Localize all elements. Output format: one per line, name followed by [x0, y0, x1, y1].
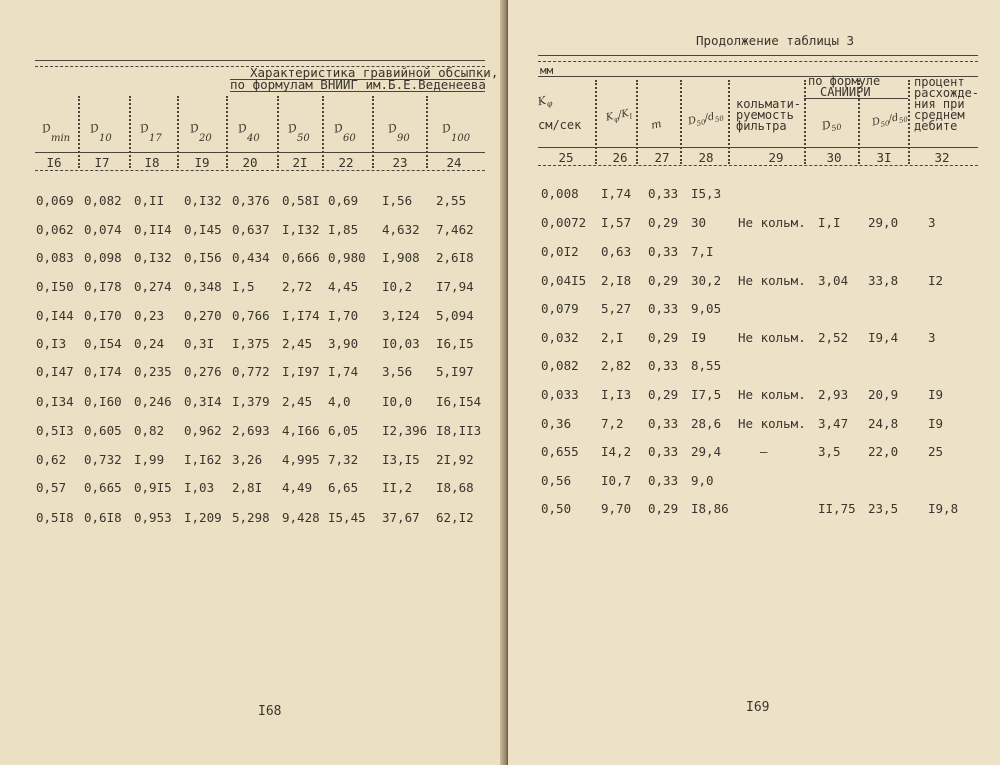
column-separator	[322, 96, 324, 168]
table-cell: I,209	[184, 510, 222, 525]
table-cell: I9	[691, 330, 707, 345]
column-number: 30	[826, 150, 842, 165]
table-cell: 3	[928, 330, 936, 345]
table-cell: 2,I8	[601, 273, 632, 288]
header-underline2	[230, 91, 485, 92]
table-cell: 3,I24	[382, 308, 420, 323]
table-cell: 2,55	[436, 193, 467, 208]
table-cell: 2,82	[601, 358, 632, 373]
table-cell: 23,5	[868, 501, 899, 516]
table-cell: 0,033	[541, 387, 579, 402]
table-cell: 0,33	[648, 444, 679, 459]
table-cell: I,56	[382, 193, 413, 208]
table-cell: 2,45	[282, 394, 313, 409]
table-cell: 0,0I2	[541, 244, 579, 259]
column-symbol-subscript: 40	[247, 133, 260, 144]
table-cell: Не кольм.	[738, 330, 806, 345]
column-number: I6	[46, 155, 62, 170]
column-number: 23	[392, 155, 408, 170]
table-cell: –	[760, 444, 768, 459]
table-cell: 0,5I3	[36, 423, 74, 438]
table-cell: 5,I97	[436, 364, 474, 379]
table-cell: 0,33	[648, 244, 679, 259]
table-cell: 3,56	[382, 364, 413, 379]
table-cell: 4,0	[328, 394, 351, 409]
table-cell: 0,I50	[36, 279, 74, 294]
table-cell: 0,0072	[541, 215, 587, 230]
percent-label-1: процент	[914, 75, 965, 89]
table-cell: 3,5	[818, 444, 841, 459]
unit-rule	[538, 76, 978, 77]
table-cell: 30	[691, 215, 707, 230]
table-cell: 0,3I4	[184, 394, 222, 409]
table-cell: 0,082	[541, 358, 579, 373]
table-cell: I9,4	[868, 330, 899, 345]
saniiri-underline	[804, 98, 908, 99]
table-cell: I,03	[184, 480, 215, 495]
table-cell: I5,45	[328, 510, 366, 525]
table-cell: I0,03	[382, 336, 420, 351]
table-cell: I7,94	[436, 279, 474, 294]
table-cell: 0,655	[541, 444, 579, 459]
table-header-line1: Характеристика гравийной обсыпки,	[250, 65, 499, 80]
colnum-bottom-rule	[538, 165, 978, 166]
column-symbol-subscript: 100	[451, 133, 471, 144]
column-number: I8	[144, 155, 160, 170]
table-cell: 0,062	[36, 222, 74, 237]
table-cell: 0,I44	[36, 308, 74, 323]
colnum-bottom-rule	[35, 170, 485, 171]
column-symbol: D	[40, 121, 53, 136]
column-number: 25	[558, 150, 574, 165]
table-cell: 0,270	[184, 308, 222, 323]
column-symbol: D	[286, 121, 299, 136]
table-cell: I0,7	[601, 473, 632, 488]
table-cell: 0,I60	[84, 394, 122, 409]
d-ratio-symbol-2: $D_{50}/d_{50}$	[871, 112, 909, 129]
table-cell: 5,298	[232, 510, 270, 525]
column-separator	[277, 96, 279, 168]
table-cell: 5,27	[601, 301, 632, 316]
column-number: 27	[654, 150, 670, 165]
table-cell: 20,9	[868, 387, 899, 402]
table-cell: II,75	[818, 501, 856, 516]
symbols-bottom-rule	[538, 147, 978, 148]
table-cell: 6,05	[328, 423, 359, 438]
colmat-label-1: кольмати-	[736, 97, 802, 111]
table-cell: II,2	[382, 480, 413, 495]
table-cell: 0,I56	[184, 250, 222, 265]
table-cell: 0,079	[541, 301, 579, 316]
table-cell: 24,8	[868, 416, 899, 431]
table-cell: 33,8	[868, 273, 899, 288]
table-cell: 62,I2	[436, 510, 474, 525]
column-separator	[177, 96, 179, 168]
table-caption: Продолжение таблицы 3	[696, 33, 855, 48]
table-cell: Не кольм.	[738, 273, 806, 288]
table-cell: 0,29	[648, 387, 679, 402]
column-symbol: D	[138, 121, 151, 136]
table-cell: 0,33	[648, 301, 679, 316]
table-cell: 0,637	[232, 222, 270, 237]
table-header-line2: по формулам ВНИИГ им.Б.Е.Веденеева	[230, 77, 486, 92]
table-cell: I,I32	[282, 222, 320, 237]
table-cell: 0,58I	[282, 193, 320, 208]
table-cell: 0,434	[232, 250, 270, 265]
column-separator	[908, 80, 910, 164]
table-cell: 0,069	[36, 193, 74, 208]
table-cell: 0,29	[648, 215, 679, 230]
table-cell: 2,693	[232, 423, 270, 438]
table-cell: 0,I78	[84, 279, 122, 294]
top-rule	[538, 55, 978, 56]
table-cell: 0,I3	[36, 336, 67, 351]
column-separator	[804, 80, 806, 164]
page-number-left: I68	[258, 704, 282, 719]
table-cell: 37,67	[382, 510, 420, 525]
table-cell: 0,24	[134, 336, 165, 351]
table-cell: 8,55	[691, 358, 722, 373]
column-separator	[129, 96, 131, 168]
table-cell: 0,276	[184, 364, 222, 379]
table-cell: 0,953	[134, 510, 172, 525]
table-cell: I,I97	[282, 364, 320, 379]
table-cell: 0,246	[134, 394, 172, 409]
saniiri-label-1: по формуле	[808, 74, 881, 88]
table-cell: I8,II3	[436, 423, 482, 438]
table-cell: 0,I32	[184, 193, 222, 208]
table-cell: I,85	[328, 222, 359, 237]
table-cell: 9,0	[691, 473, 714, 488]
table-cell: 2,6I8	[436, 250, 474, 265]
header-underline1	[230, 79, 485, 80]
table-cell: 3,90	[328, 336, 359, 351]
table-cell: 0,36	[541, 416, 572, 431]
table-cell: 2,45	[282, 336, 313, 351]
table-cell: 0,23	[134, 308, 165, 323]
table-cell: 0,33	[648, 358, 679, 373]
table-cell: 2I,92	[436, 452, 474, 467]
table-cell: 7,2	[601, 416, 624, 431]
cm-sec-label: см/сек	[538, 118, 582, 132]
table-cell: 4,I66	[282, 423, 320, 438]
table-cell: 0,I70	[84, 308, 122, 323]
table-cell: I8,68	[436, 480, 474, 495]
column-symbol-subscript: min	[51, 133, 71, 144]
column-number: 2I	[292, 155, 308, 170]
table-cell: 0,074	[84, 222, 122, 237]
table-cell: 0,3I	[184, 336, 215, 351]
table-cell: 0,33	[648, 416, 679, 431]
table-cell: 0,29	[648, 273, 679, 288]
table-cell: 0,666	[282, 250, 320, 265]
column-symbol: D	[386, 121, 399, 136]
table-cell: 25	[928, 444, 944, 459]
table-cell: 0,I74	[84, 364, 122, 379]
table-cell: 29,0	[868, 215, 899, 230]
column-number: I7	[94, 155, 110, 170]
table-cell: 0,083	[36, 250, 74, 265]
table-cell: 3,04	[818, 273, 849, 288]
table-cell: 0,I34	[36, 394, 74, 409]
column-number: 28	[698, 150, 714, 165]
table-cell: I9	[928, 416, 944, 431]
colmat-label-3: фильтра	[736, 119, 787, 133]
table-cell: I3,I5	[382, 452, 420, 467]
table-cell: 7,462	[436, 222, 474, 237]
page-number-right: I69	[746, 700, 770, 715]
table-cell: 0,348	[184, 279, 222, 294]
table-cell: 0,62	[36, 452, 67, 467]
table-cell: 22,0	[868, 444, 899, 459]
table-cell: 0,665	[84, 480, 122, 495]
column-separator	[78, 96, 80, 168]
table-cell: I7,5	[691, 387, 722, 402]
table-cell: 7,32	[328, 452, 359, 467]
table-cell: 4,45	[328, 279, 359, 294]
table-cell: I,57	[601, 215, 632, 230]
table-cell: 0,63	[601, 244, 632, 259]
top-dash-rule	[538, 61, 978, 62]
table-cell: Не кольм.	[738, 387, 806, 402]
table-cell: I4,2	[601, 444, 632, 459]
column-number: 20	[242, 155, 258, 170]
table-cell: 0,6I8	[84, 510, 122, 525]
colmat-label-2: руемость	[736, 108, 794, 122]
table-cell: 0,962	[184, 423, 222, 438]
table-cell: 0,772	[232, 364, 270, 379]
table-cell: I,I	[818, 215, 841, 230]
column-separator	[372, 96, 374, 168]
table-cell: 0,50	[541, 501, 572, 516]
m-symbol: m	[649, 117, 663, 132]
column-separator	[728, 80, 730, 164]
table-cell: I,I3	[601, 387, 632, 402]
table-cell: 0,5I8	[36, 510, 74, 525]
table-cell: 2,I	[601, 330, 624, 345]
table-cell: Не кольм.	[738, 215, 806, 230]
table-cell: I6,I5	[436, 336, 474, 351]
table-cell: I,5	[232, 279, 255, 294]
table-cell: I,375	[232, 336, 270, 351]
table-cell: 3,26	[232, 452, 263, 467]
table-cell: 0,376	[232, 193, 270, 208]
table-cell: I,74	[601, 186, 632, 201]
column-symbol-subscript: 50	[297, 133, 310, 144]
table-cell: 0,980	[328, 250, 366, 265]
percent-label-5: дебите	[914, 119, 958, 133]
column-number: I9	[194, 155, 210, 170]
table-cell: 0,56	[541, 473, 572, 488]
table-cell: 0,605	[84, 423, 122, 438]
table-cell: I9	[928, 387, 944, 402]
column-separator	[858, 80, 860, 164]
table-cell: 29,4	[691, 444, 722, 459]
table-cell: 0,9I5	[134, 480, 172, 495]
table-cell: I,99	[134, 452, 165, 467]
table-cell: I,908	[382, 250, 420, 265]
symbols-bottom-rule	[35, 152, 485, 153]
column-number: 3I	[876, 150, 892, 165]
table-cell: 2,8I	[232, 480, 263, 495]
column-symbol: D	[332, 121, 345, 136]
table-cell: I5,3	[691, 186, 722, 201]
table-cell: Не кольм.	[738, 416, 806, 431]
table-cell: 9,428	[282, 510, 320, 525]
column-symbol: D	[440, 121, 453, 136]
table-cell: 30,2	[691, 273, 722, 288]
percent-label-4: среднем	[914, 108, 965, 122]
table-cell: 0,29	[648, 330, 679, 345]
table-cell: 0,04I5	[541, 273, 587, 288]
top-rule	[35, 60, 485, 61]
d50-symbol: $D_{50}$	[820, 118, 843, 134]
table-cell: 0,I32	[134, 250, 172, 265]
column-number: 26	[612, 150, 628, 165]
table-cell: I2	[928, 273, 944, 288]
table-cell: 3	[928, 215, 936, 230]
column-symbol-subscript: 20	[199, 133, 212, 144]
column-symbol-subscript: 17	[149, 133, 162, 144]
column-symbol: D	[88, 121, 101, 136]
column-number: 32	[934, 150, 950, 165]
column-number: 29	[768, 150, 784, 165]
table-cell: I,70	[328, 308, 359, 323]
d-ratio-symbol: $D_{50}/d_{50}$	[687, 111, 725, 128]
table-cell: 0,I47	[36, 364, 74, 379]
table-cell: I,74	[328, 364, 359, 379]
table-cell: 0,33	[648, 186, 679, 201]
table-cell: I,379	[232, 394, 270, 409]
table-cell: 0,33	[648, 473, 679, 488]
k-phi-symbol: $K_\varphi$	[536, 93, 554, 109]
table-cell: I0,0	[382, 394, 413, 409]
table-cell: 7,I	[691, 244, 714, 259]
table-cell: I9,8	[928, 501, 959, 516]
table-cell: 4,49	[282, 480, 313, 495]
column-number: 22	[338, 155, 354, 170]
table-cell: 4,995	[282, 452, 320, 467]
table-cell: 4,632	[382, 222, 420, 237]
table-cell: 0,57	[36, 480, 67, 495]
right-page	[508, 0, 1000, 765]
table-cell: 2,52	[818, 330, 849, 345]
table-cell: 0,I45	[184, 222, 222, 237]
table-cell: I,I74	[282, 308, 320, 323]
table-cell: I8,86	[691, 501, 729, 516]
table-cell: 0,82	[134, 423, 165, 438]
table-cell: 0,II4	[134, 222, 172, 237]
table-cell: I0,2	[382, 279, 413, 294]
table-cell: 9,70	[601, 501, 632, 516]
column-symbol: D	[188, 121, 201, 136]
table-cell: 0,098	[84, 250, 122, 265]
column-symbol-subscript: 10	[99, 133, 112, 144]
table-cell: 0,235	[134, 364, 172, 379]
table-cell: 5,094	[436, 308, 474, 323]
table-cell: I,I62	[184, 452, 222, 467]
table-cell: 9,05	[691, 301, 722, 316]
table-cell: 2,72	[282, 279, 313, 294]
percent-label-3: ния при	[914, 97, 965, 111]
table-cell: 6,65	[328, 480, 359, 495]
column-symbol-subscript: 60	[343, 133, 356, 144]
unit-label: мм	[540, 64, 554, 77]
column-symbol-subscript: 90	[397, 133, 410, 144]
table-cell: 0,032	[541, 330, 579, 345]
table-cell: 0,008	[541, 186, 579, 201]
table-cell: 28,6	[691, 416, 722, 431]
table-cell: 0,082	[84, 193, 122, 208]
table-cell: 0,274	[134, 279, 172, 294]
table-cell: 3,47	[818, 416, 849, 431]
table-cell: 0,766	[232, 308, 270, 323]
percent-label-2: расхожде-	[914, 86, 980, 100]
saniiri-label-2: САНИИРИ	[820, 85, 871, 99]
column-symbol: D	[236, 121, 249, 136]
table-cell: 0,II	[134, 193, 165, 208]
table-cell: I6,I54	[436, 394, 482, 409]
column-separator	[226, 96, 228, 168]
table-cell: 2,93	[818, 387, 849, 402]
k-ratio-symbol: $K_\varphi/K_I$	[604, 108, 634, 125]
table-cell: 0,29	[648, 501, 679, 516]
table-cell: I2,396	[382, 423, 428, 438]
table-cell: 0,732	[84, 452, 122, 467]
column-separator	[426, 96, 428, 168]
table-cell: 0,I54	[84, 336, 122, 351]
table-cell: 0,69	[328, 193, 359, 208]
column-number: 24	[446, 155, 462, 170]
column-separator	[595, 80, 597, 164]
